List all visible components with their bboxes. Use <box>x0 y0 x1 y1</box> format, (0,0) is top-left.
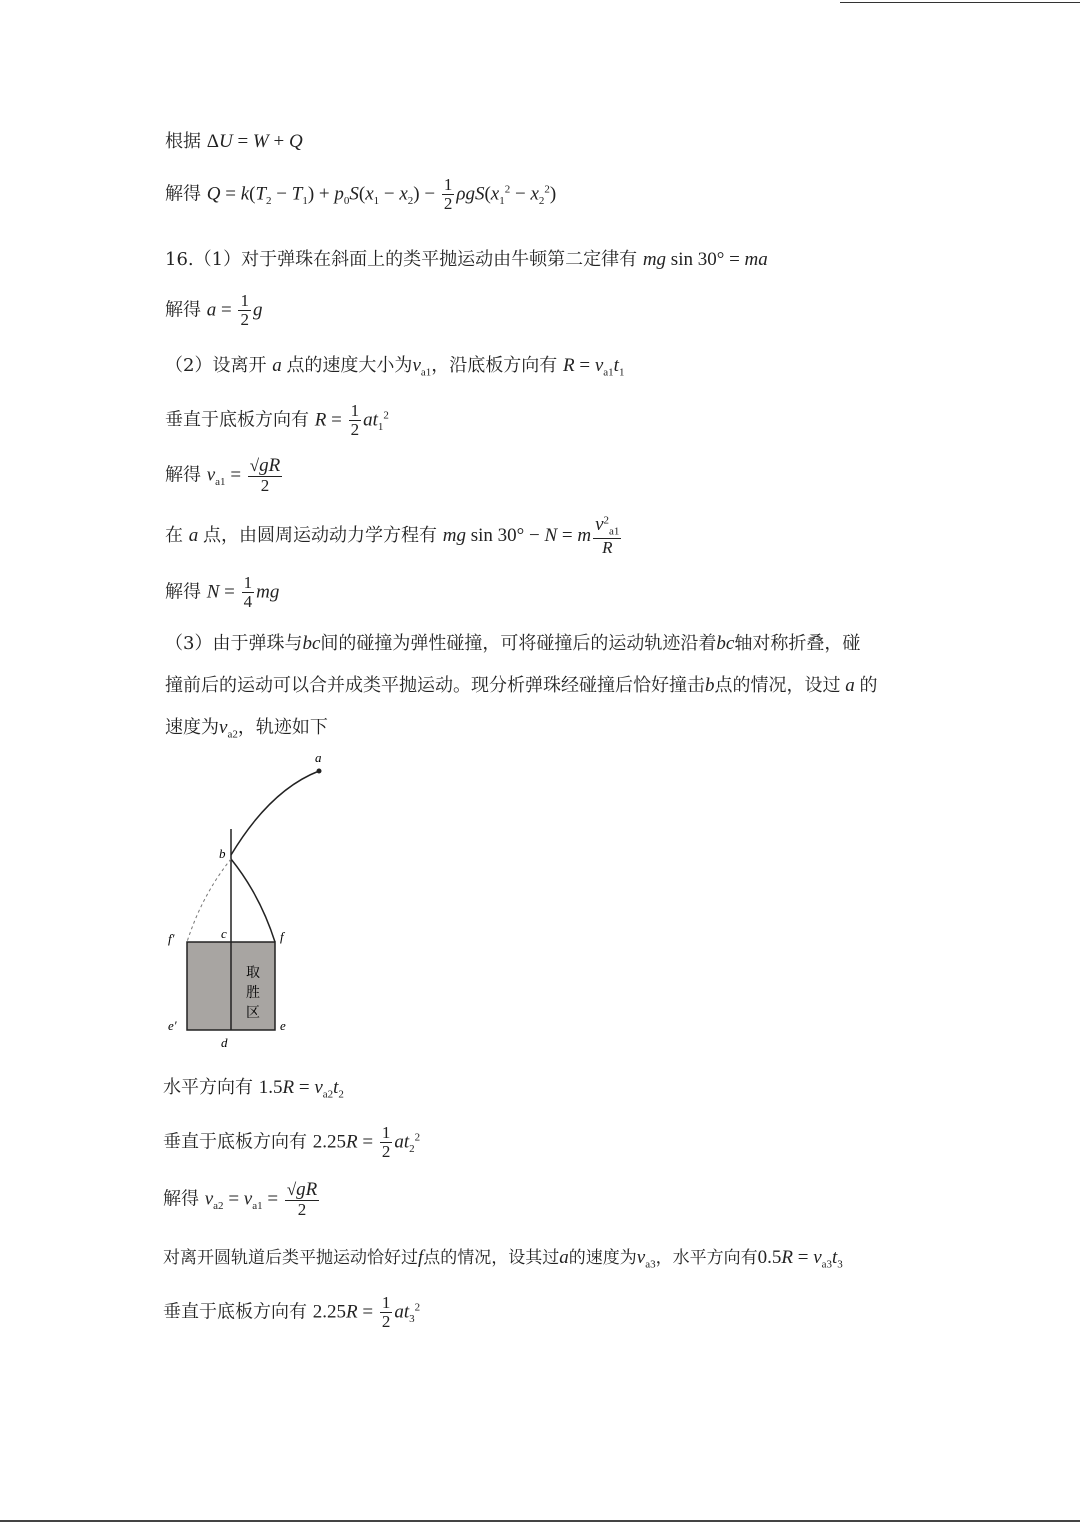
text-line-16-3-c: 速度为$v_{a2}$，轨迹如下 <box>165 717 328 741</box>
line-label: 解得 <box>165 299 201 321</box>
eq-line-vertical-3: 垂直于底板方向有 2.25R = $\frac{1}{2}$ $at_3^2$ <box>163 1293 421 1331</box>
line-label: 根据 <box>165 131 201 152</box>
trajectory-b-to-f <box>231 859 275 942</box>
line-text: ，轨迹如下 <box>237 717 328 738</box>
eq-line-va1-result: 解得 $v_{a1}$ = $\frac{√gR}{2}$ <box>165 455 281 495</box>
eq-line-horizontal-2: 水平方向有 $1.5R = v_{a2}t_2$ <box>163 1077 344 1101</box>
label-e: e <box>280 1018 286 1033</box>
line-text: ，水平方向有 <box>655 1248 758 1268</box>
line-label: 解得 <box>165 581 201 603</box>
scan-edge-bottom <box>0 1520 1080 1522</box>
line-label: 垂直于底板方向有 <box>163 1131 307 1153</box>
line-text: 点，由圆周运动动力学方程有 <box>202 524 437 546</box>
eq-line-16-2: （2）设离开 a 点的速度大小为$v_{a1}$，沿底板方向有 $R = v_{a1}t_1$ <box>165 355 625 379</box>
line-text: 点的速度大小为 <box>286 355 413 376</box>
line-text: 点的情况，设过 <box>714 675 841 696</box>
line-text: （3）由于弹珠与 <box>165 633 303 654</box>
text-line-16-3-a: （3）由于弹珠与bc间的碰撞为弹性碰撞，可将碰撞后的运动轨迹沿着bc轴对称折叠，碰 <box>165 633 861 654</box>
eq-line-vertical-2: 垂直于底板方向有 2.25R = $\frac{1}{2}$ $at_2^2$ <box>163 1123 421 1161</box>
eq-line-q-result: 解得 $Q = k(T_2 - T_1) + p_0S(x_1 - x_2)$ − $\frac{1}{2}$ $\rho gS(x_1^2 - x_2^2)$ <box>165 175 557 213</box>
eq-line-n-result: 解得 N = $\frac{1}{4}$ mg <box>165 573 280 611</box>
eq-line-16-1: 16.（1）对于弹珠在斜面上的类平抛运动由牛顿第二定律有 mg sin 30° = ma <box>165 249 768 270</box>
zone-label-2: 胜 <box>246 986 260 1001</box>
eq-line-a-result: 解得 a = $\frac{1}{2}$ g <box>165 291 263 329</box>
label-d: d <box>221 1035 228 1050</box>
label-e-prime: e′ <box>168 1018 177 1033</box>
zone-label-1: 取 <box>246 966 260 981</box>
text-line-f-case: 对离开圆轨道后类平抛运动恰好过f点的情况，设其过a的速度为$v_{a3}$，水平方向有$0.5R = v_{a3}t_3$ <box>163 1247 843 1271</box>
point-a-dot <box>317 769 322 774</box>
line-text: 点的情况，设其过 <box>423 1248 560 1268</box>
line-label: （2）设离开 <box>165 355 267 376</box>
line-text: 速度为 <box>165 717 219 738</box>
line-label: 水平方向有 <box>163 1077 253 1098</box>
line-text: ，沿底板方向有 <box>431 355 558 376</box>
line-label: 在 <box>165 524 183 546</box>
line-label: 16.（1）对于弹珠在斜面上的类平抛运动由牛顿第二定律有 <box>165 249 638 270</box>
eq-line-vertical-1: 垂直于底板方向有 R = $\frac{1}{2}$ $at_1^2$ <box>165 401 389 439</box>
line-label: 解得 <box>165 183 201 205</box>
line-text: 对离开圆轨道后类平抛运动恰好过 <box>163 1248 418 1268</box>
line-label: 垂直于底板方向有 <box>165 409 309 431</box>
line-text: 轴对称折叠，碰 <box>734 633 861 654</box>
label-f: f <box>280 929 284 944</box>
line-label: 解得 <box>163 1188 199 1210</box>
line-text: 的 <box>859 675 878 696</box>
label-b: b <box>219 846 226 861</box>
trajectory-figure <box>160 745 340 1060</box>
eq-line-va2-result: 解得 $v_{a2} = v_{a1}$ = $\frac{√gR}{2}$ <box>163 1179 318 1219</box>
label-f-prime: f′ <box>168 931 175 946</box>
line-text: 的速度为 <box>568 1248 637 1268</box>
label-a: a <box>315 750 322 765</box>
eq-line-first-law: 根据 ΔU = W + Q <box>165 131 303 152</box>
label-c: c <box>221 926 227 941</box>
text-line-16-3-b: 撞前后的运动可以合并成类平抛运动。现分析弹珠经碰撞后恰好撞击b点的情况，设过 a 的 <box>165 675 878 696</box>
eq-line-circular: 在 a 点，由圆周运动动力学方程有 mg sin 30° − N = m $\frac{v^2_{a1}}{R}$ <box>165 514 620 557</box>
zone-label-3: 区 <box>246 1006 260 1021</box>
trajectory-a-to-b <box>231 771 319 855</box>
line-text: 间的碰撞为弹性碰撞，可将碰撞后的运动轨迹沿着 <box>320 633 717 654</box>
scan-edge-top <box>840 2 1080 3</box>
line-label: 解得 <box>165 464 201 486</box>
line-text: 撞前后的运动可以合并成类平抛运动。现分析弹珠经碰撞后恰好撞击 <box>165 675 705 696</box>
line-label: 垂直于底板方向有 <box>163 1301 307 1323</box>
